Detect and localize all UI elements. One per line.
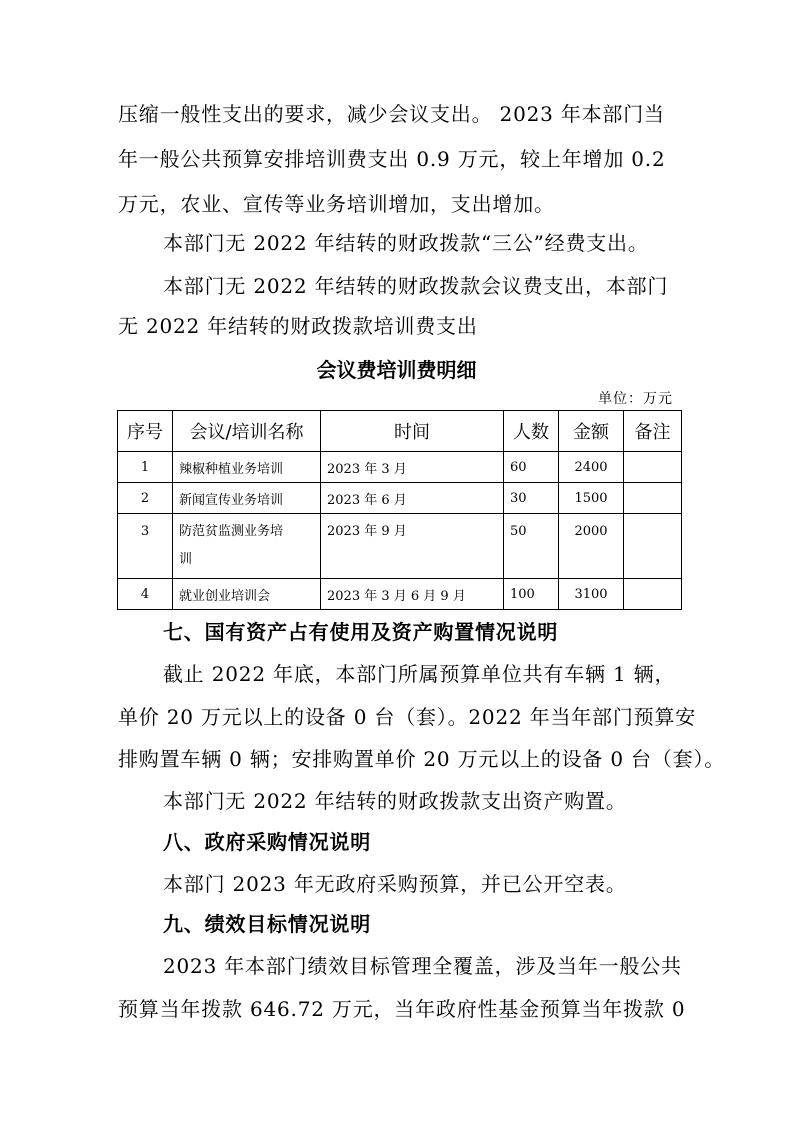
table-row	[118, 579, 682, 610]
cell-name	[173, 514, 321, 579]
paragraph-line: 无 2022 年结转的财政拨款培训费支出	[118, 314, 478, 338]
cell-no: 1	[118, 452, 173, 483]
cell-note	[624, 514, 682, 579]
cell-amount: 2000	[559, 514, 624, 579]
cell-people: 50	[504, 514, 559, 579]
paragraph-line: 2023 年本部门绩效目标管理全覆盖，涉及当年一般公共	[163, 954, 682, 978]
header-people: 人数	[504, 411, 559, 452]
cell-name: 就业创业培训会	[173, 579, 321, 610]
paragraph-line: 单价 20 万元以上的设备 0 台（套）。2022 年当年部门预算安	[118, 705, 697, 729]
section-heading: 九、绩效目标情况说明	[163, 912, 371, 936]
table-unit: 单位：万元	[598, 391, 673, 407]
paragraph-line: 本部门 2023 年无政府采购预算，并已公开空表。	[163, 872, 627, 896]
section-heading: 七、国有资产占有使用及资产购置情况说明	[163, 620, 559, 644]
cell-no: 3	[118, 514, 173, 579]
paragraph-line: 本部门无 2022 年结转的财政拨款会议费支出，本部门	[163, 274, 669, 298]
header-amount: 金额	[559, 411, 624, 452]
cell-name-line: 训	[179, 552, 193, 567]
cell-people: 30	[504, 483, 559, 514]
header-name: 会议/培训名称	[173, 411, 321, 452]
cell-note	[624, 452, 682, 483]
cell-name-line: 防范贫监测业务培	[179, 524, 284, 539]
paragraph-line: 本部门无 2022 年结转的财政拨款支出资产购置。	[163, 789, 627, 813]
section-heading: 八、政府采购情况说明	[163, 830, 371, 854]
cell-name: 辣椒种植业务培训	[173, 452, 321, 483]
cell-time: 2023 年 9 月	[321, 514, 504, 579]
header-time: 时间	[321, 411, 504, 452]
cell-amount: 3100	[559, 579, 624, 610]
table-header-row	[118, 411, 682, 452]
header-note: 备注	[624, 411, 682, 452]
cell-time: 2023 年 3 月	[321, 452, 504, 483]
table-title: 会议费培训费明细	[316, 358, 477, 382]
paragraph-line: 排购置车辆 0 辆；安排购置单价 20 万元以上的设备 0 台（套）。	[118, 747, 726, 771]
paragraph-line: 预算当年拨款 646.72 万元，当年政府性基金预算当年拨款 0	[118, 997, 686, 1021]
paragraph-line: 本部门无 2022 年结转的财政拨款“三公”经费支出。	[163, 231, 649, 255]
cell-note	[624, 483, 682, 514]
table-row	[118, 452, 682, 483]
cell-time: 2023 年 3 月 6 月 9 月	[321, 579, 504, 610]
cell-amount: 1500	[559, 483, 624, 514]
cell-time: 2023 年 6 月	[321, 483, 504, 514]
cell-no: 4	[118, 579, 173, 610]
cell-amount: 2400	[559, 452, 624, 483]
paragraph-line: 截止 2022 年底，本部门所属预算单位共有车辆 1 辆，	[163, 662, 676, 686]
table-row	[118, 483, 682, 514]
cell-people: 100	[504, 579, 559, 610]
expense-table	[117, 410, 682, 610]
paragraph-line: 万元，农业、宣传等业务培训增加，支出增加。	[118, 192, 555, 216]
table-row	[118, 514, 682, 579]
cell-no: 2	[118, 483, 173, 514]
paragraph-line: 年一般公共预算安排培训费支出 0.9 万元，较上年增加 0.2	[118, 147, 666, 171]
header-no: 序号	[118, 411, 173, 452]
paragraph-line: 压缩一般性支出的要求，减少会议支出。 2023 年本部门当	[118, 102, 665, 126]
cell-note	[624, 579, 682, 610]
cell-people: 60	[504, 452, 559, 483]
cell-name: 新闻宣传业务培训	[173, 483, 321, 514]
